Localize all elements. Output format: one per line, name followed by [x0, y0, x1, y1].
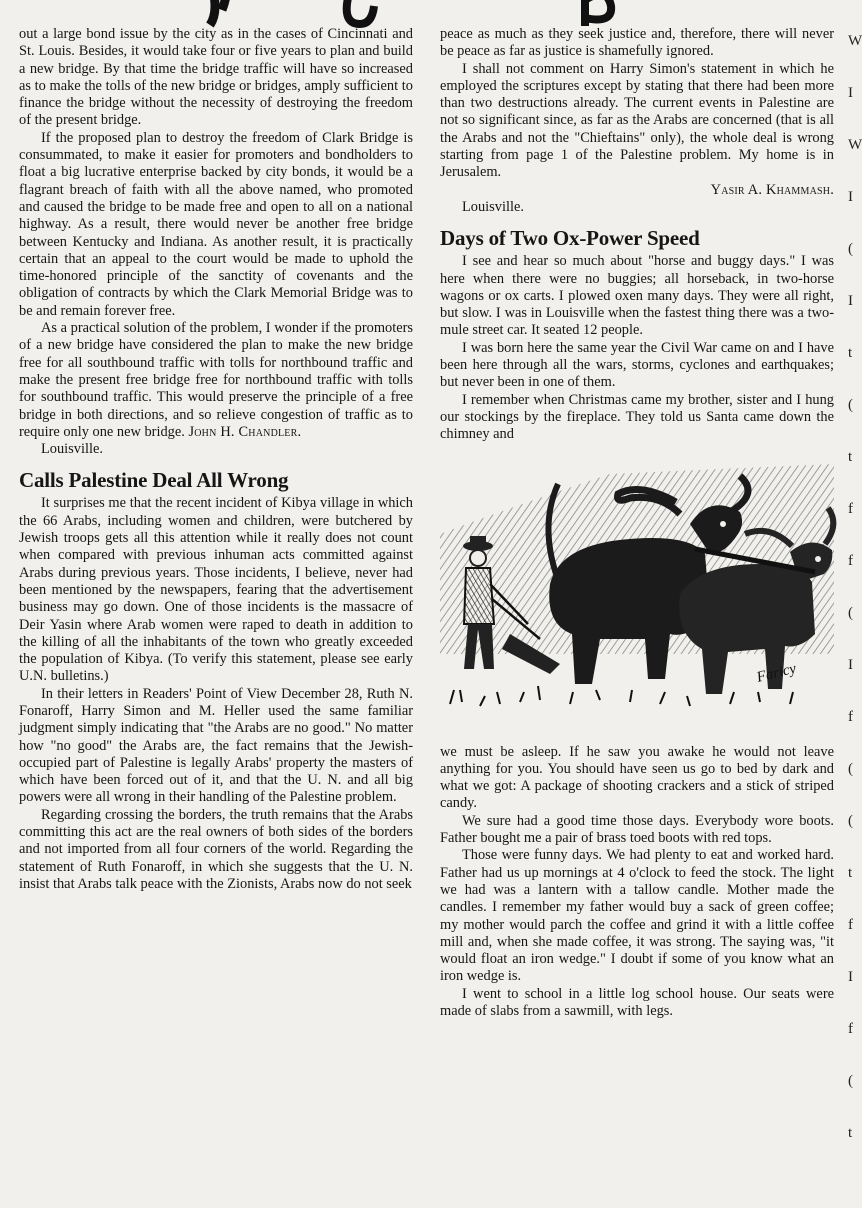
- letter-city: Louisville.: [462, 198, 524, 215]
- edge-glyph: W: [848, 137, 862, 153]
- edge-glyph: W: [848, 33, 862, 49]
- edge-glyph: I: [848, 657, 853, 673]
- paragraph: If the proposed plan to destroy the freedom of Clark Bridge is consummated, to make it easier for promoters and bondholders to float a big lucrative enterprise backed by city bonds, it would be a flagrant breach of faith with all the above named, who promoted and caused the bridge to be made free and open to all on a national highway. As a result, there would never be another free bridge between Kentucky and Indiana. As another result, it is practically certain that an appeal to the court would be made to uphold the time-honored principle of the sanctity of covenants and the obligation of contracts by which the Clark Memorial Bridge was to be and remain forever free.: [19, 129, 413, 319]
- edge-glyph: f: [848, 1021, 853, 1037]
- letter-signature-line: [440, 182, 834, 199]
- edge-glyph: f: [848, 553, 853, 569]
- edge-glyph: I: [848, 969, 853, 985]
- paragraph: I went to school in a little log school house. Our seats were made of slabs from a sawmill, with legs.: [440, 985, 834, 1019]
- ox-plowing-illustration: [440, 464, 834, 734]
- edge-glyph: (: [848, 241, 853, 257]
- edge-glyph: f: [848, 501, 853, 517]
- edge-glyph: (: [848, 1073, 853, 1089]
- edge-glyph: f: [848, 917, 853, 933]
- edge-glyph: I: [848, 85, 853, 101]
- paragraph: It surprises me that the recent incident of Kibya village in which the 66 Arabs, including women and children, were butchered by Jewish troops gets all this attention while it really does not count when compared with previous inhuman acts committed against Arabs during previous years. Those incidents, I believe, never had been mentioned by the newspapers, fearing that the advertisement business may go down. One of those incidents is the massacre of Deir Yasin where Arab women were raped to death in addition to the killing of all the inhabitants of the town who greatly exceeded the population of Kibya. (To verify this statement, please see early U.N. bulletins.): [19, 495, 413, 685]
- edge-glyph: f: [848, 709, 853, 725]
- edge-glyph: t: [848, 1125, 853, 1141]
- adjacent-column-edge: [848, 26, 860, 1206]
- edge-glyph: (: [848, 605, 853, 621]
- paragraph: out a large bond issue by the city as in the cases of Cincinnati and St. Louis. Besides, it would take four or five years to plan and build a new bridge. By that time the bridge traffic will have so increased as to make the tolls of the new bridge or bridges, amply sufficient to finance the bridge without the necessity of destroying the freedom of the present bridge.: [19, 26, 413, 129]
- paragraph: peace as much as they seek justice and, therefore, there will never be peace as far as justice is shamefully ignored.: [440, 26, 834, 60]
- paragraph: Regarding crossing the borders, the truth remains that the Arabs committing this act are the real owners of both sides of the borders and not imported from all four corners of the world. Regarding the statement of Ruth Fonaroff, in which she suggests that the U. N. insist that Arabs talk peace with the Zionists, Arabs now do not seek: [19, 806, 413, 892]
- artist-signature: Faricy: [755, 660, 798, 686]
- right-column: [440, 26, 834, 1020]
- paragraph: I remember when Christmas came my brother, sister and I hung our stockings by the fireplace. They told us Santa came down the chimney and: [440, 391, 834, 443]
- paragraph: I was born here the same year the Civil War came on and I have been here through all the wars, storms, cyclones and earthquakes; but never been in one of them.: [440, 339, 834, 391]
- edge-glyph: (: [848, 761, 853, 777]
- paragraph: We sure had a good time those days. Everybody wore boots. Father bought me a pair of brass toed boots with red tops.: [440, 812, 834, 847]
- paragraph-text: As a practical solution of the problem, I wonder if the promoters of a new bridge have considered the plan to make the new bridge free for all southbound traffic with tolls for northbound traffic and make the present free bridge free for northbound traffic with tolls for southbound traffic. This would preserve the principle of a free bridge in both directions, and so relieve congestion of traffic as to require only one new bridge.: [19, 320, 413, 440]
- masthead-headline-fragment: [0, 0, 860, 26]
- headline: Calls Palestine Deal All Wrong: [19, 468, 289, 493]
- edge-glyph: I: [848, 189, 853, 205]
- headline: Days of Two Ox-Power Speed: [440, 226, 700, 251]
- paragraph: I shall not comment on Harry Simon's statement in which he employed the scriptures except by stating that there had been more than two destructions already. The current events in Palestine are not so significant since, as far as the Arabs are concerned (that is all the Arabs and not the "Chieftains" only), the whole deal is wrong starting from page 1 of the Palestine problem. My home is in Jerusalem.: [440, 60, 834, 181]
- paragraph: Those were funny days. We had plenty to eat and worked hard. Father had us up mornings at 4 o'clock to feed the stock. The light we had was a lantern with a tallow candle. Mother made the candles. I remember my father would buy a sack of green coffee; my mother would parch the coffee and grind it with a little coffee mill and, when she made coffee, it was strong. The saying was, "it would float an iron wedge." I doubt if some of you know what an iron wedge is.: [440, 847, 834, 985]
- paragraph: I see and hear so much about "horse and buggy days." I was here when there were no buggies; all horseback, in two-horse wagons or ox carts. I plowed oxen many days. They were all right, but slow. I was in Louisville when the fastest thing there was a two-mule street car. It seated 12 people.: [440, 253, 834, 339]
- edge-glyph: (: [848, 813, 853, 829]
- edge-glyph: t: [848, 345, 853, 361]
- edge-glyph: t: [848, 449, 853, 465]
- paragraph: we must be asleep. If he saw you awake he would not leave anything for you. You should have seen us go to bed by dark and what we got: A package of shooting crackers and a stick of striped candy.: [440, 743, 834, 812]
- letter-signature: Yasir A. Khammash.: [710, 181, 834, 198]
- edge-glyph: (: [848, 397, 853, 413]
- edge-glyph: I: [848, 293, 853, 309]
- edge-glyph: t: [848, 865, 853, 881]
- left-column: [19, 26, 413, 893]
- letter-signature: John H. Chandler.: [188, 423, 302, 440]
- paragraph: In their letters in Readers' Point of View December 28, Ruth N. Fonaroff, Harry Simon and M. Heller used the same familiar judgment simply indicating that "the Arabs are no good." No matter how "no good" the Arabs are, the fact remains that the Jewish-occupied part of Palestine is legally Arabs' property the masters of which have been forced out of it, and that the U. N. and all big powers were all wrong in their handling of the Palestine problem.: [19, 685, 413, 806]
- letter-city: Louisville.: [41, 441, 103, 458]
- paragraph: [19, 320, 413, 441]
